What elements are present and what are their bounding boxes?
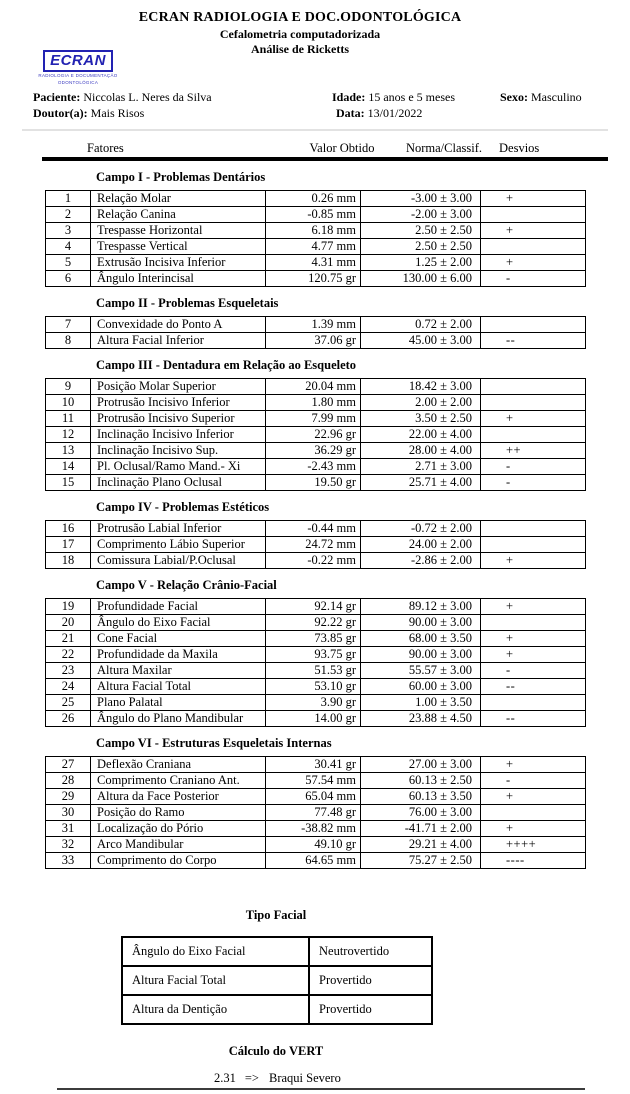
factor-valor-cell: 92.22 gr: [266, 615, 361, 631]
factor-num-cell: 30: [46, 805, 91, 821]
factor-valor-cell: 20.04 mm: [266, 379, 361, 395]
page-bottom-rule: [57, 1088, 585, 1090]
factor-fator-cell: Altura Facial Inferior: [91, 333, 266, 349]
factor-row: [46, 427, 586, 443]
factor-valor-cell: 19.50 gr: [266, 475, 361, 491]
factor-valor-cell: -0.85 mm: [266, 207, 361, 223]
factor-desvio-cell: [481, 537, 586, 553]
patient-name-field: [33, 90, 212, 105]
factor-row: [46, 711, 586, 727]
factor-norma-cell: 2.00 ± 2.00: [361, 395, 481, 411]
factor-desvio-cell: [481, 805, 586, 821]
vert-arrow: =>: [244, 1071, 259, 1085]
factor-norma-cell: 90.00 ± 3.00: [361, 615, 481, 631]
factor-fator-cell: Cone Facial: [91, 631, 266, 647]
factors-table: [45, 378, 586, 491]
factor-fator-cell: Relação Canina: [91, 207, 266, 223]
factor-valor-cell: -38.82 mm: [266, 821, 361, 837]
factor-num-cell: 14: [46, 459, 91, 475]
factors-table: [45, 598, 586, 727]
factor-row: [46, 271, 586, 287]
factor-num-cell: 33: [46, 853, 91, 869]
factor-row: [46, 789, 586, 805]
factor-num-cell: 2: [46, 207, 91, 223]
factor-norma-cell: 2.50 ± 2.50: [361, 223, 481, 239]
factor-num-cell: 17: [46, 537, 91, 553]
factor-fator-cell: Inclinação Incisivo Sup.: [91, 443, 266, 459]
factor-num-cell: 9: [46, 379, 91, 395]
factor-valor-cell: 37.06 gr: [266, 333, 361, 349]
factor-num-cell: 24: [46, 679, 91, 695]
factor-desvio-cell: -: [481, 663, 586, 679]
factor-desvio-cell: +: [481, 757, 586, 773]
factor-desvio-cell: [481, 207, 586, 223]
campo-heading: Campo V - Relação Crânio-Facial: [96, 578, 277, 592]
factor-fator-cell: Arco Mandibular: [91, 837, 266, 853]
factor-norma-cell: -41.71 ± 2.00: [361, 821, 481, 837]
factor-norma-cell: 55.57 ± 3.00: [361, 663, 481, 679]
factor-desvio-cell: +: [481, 647, 586, 663]
factor-fator-cell: Relação Molar: [91, 191, 266, 207]
factor-desvio-cell: +: [481, 255, 586, 271]
factor-desvio-cell: -: [481, 475, 586, 491]
factor-desvio-cell: --: [481, 333, 586, 349]
factor-row: [46, 537, 586, 553]
factor-valor-cell: 93.75 gr: [266, 647, 361, 663]
factor-row: [46, 255, 586, 271]
factor-norma-cell: 68.00 ± 3.50: [361, 631, 481, 647]
factors-table: [45, 756, 586, 869]
factor-num-cell: 26: [46, 711, 91, 727]
factor-valor-cell: 6.18 mm: [266, 223, 361, 239]
factor-row: [46, 599, 586, 615]
factor-row: [46, 695, 586, 711]
factor-row: [46, 837, 586, 853]
factor-valor-cell: 14.00 gr: [266, 711, 361, 727]
factor-norma-cell: 22.00 ± 4.00: [361, 427, 481, 443]
factor-row: [46, 663, 586, 679]
factor-norma-cell: -2.00 ± 3.00: [361, 207, 481, 223]
factor-desvio-cell: [481, 379, 586, 395]
factor-norma-cell: 60.00 ± 3.00: [361, 679, 481, 695]
factor-desvio-cell: -: [481, 459, 586, 475]
vert-classification: Braqui Severo: [268, 1071, 341, 1085]
factor-norma-cell: 3.50 ± 2.50: [361, 411, 481, 427]
factor-desvio-cell: +: [481, 223, 586, 239]
factor-norma-cell: 76.00 ± 3.00: [361, 805, 481, 821]
tipo-facial-row: [122, 937, 432, 966]
tipo-facial-table: [121, 936, 433, 1025]
column-header-norma: Norma/Classif.: [405, 141, 483, 155]
factor-row: [46, 395, 586, 411]
factor-fator-cell: Comprimento Craniano Ant.: [91, 773, 266, 789]
factor-norma-cell: 27.00 ± 3.00: [361, 757, 481, 773]
patient-age-field: [332, 90, 455, 105]
factor-row: [46, 773, 586, 789]
factor-desvio-cell: [481, 427, 586, 443]
campo-heading: Campo III - Dentadura em Relação ao Esqueleto: [96, 358, 357, 372]
clinic-logo-tagline: RADIOLOGIA E DOCUMENTAÇÃO: [38, 73, 118, 78]
factor-num-cell: 5: [46, 255, 91, 271]
factor-valor-cell: 24.72 mm: [266, 537, 361, 553]
patient-name-value: Niccolas L. Neres da Silva: [83, 90, 212, 104]
campo-heading: Campo II - Problemas Esqueletais: [96, 296, 279, 310]
factor-sections: [45, 161, 585, 869]
factor-desvio-cell: [481, 395, 586, 411]
factor-valor-cell: 30.41 gr: [266, 757, 361, 773]
vert-result: [214, 1071, 341, 1086]
factor-num-cell: 11: [46, 411, 91, 427]
factor-norma-cell: -3.00 ± 3.00: [361, 191, 481, 207]
factor-num-cell: 13: [46, 443, 91, 459]
factor-norma-cell: 18.42 ± 3.00: [361, 379, 481, 395]
factor-fator-cell: Posição do Ramo: [91, 805, 266, 821]
tipo-facial-row: [122, 966, 432, 995]
factor-row: [46, 553, 586, 569]
factor-row: [46, 223, 586, 239]
factor-norma-cell: 45.00 ± 3.00: [361, 333, 481, 349]
factor-fator-cell: Deflexão Craniana: [91, 757, 266, 773]
factor-num-cell: 19: [46, 599, 91, 615]
date-value: 13/01/2022: [367, 106, 423, 120]
factor-num-cell: 8: [46, 333, 91, 349]
factor-valor-cell: 49.10 gr: [266, 837, 361, 853]
factor-desvio-cell: +: [481, 411, 586, 427]
factor-valor-cell: 73.85 gr: [266, 631, 361, 647]
factor-row: [46, 757, 586, 773]
analysis-name: Análise de Ricketts: [251, 42, 349, 56]
doctor-value: Mais Risos: [90, 106, 145, 120]
factor-norma-cell: 2.50 ± 2.50: [361, 239, 481, 255]
doctor-field: [33, 106, 144, 121]
factor-valor-cell: -2.43 mm: [266, 459, 361, 475]
factor-fator-cell: Localização do Pório: [91, 821, 266, 837]
factor-valor-cell: 0.26 mm: [266, 191, 361, 207]
patient-sex-label: Sexo:: [500, 90, 528, 104]
factor-fator-cell: Comprimento do Corpo: [91, 853, 266, 869]
date-field: [336, 106, 422, 121]
factor-desvio-cell: ----: [481, 853, 586, 869]
factor-fator-cell: Altura Maxilar: [91, 663, 266, 679]
factors-table: [45, 190, 586, 287]
tipo-facial-label-cell: Ângulo do Eixo Facial: [122, 937, 309, 966]
factors-table: [45, 520, 586, 569]
factor-row: [46, 459, 586, 475]
factor-desvio-cell: +: [481, 631, 586, 647]
vert-value: 2.31: [214, 1071, 236, 1085]
factor-fator-cell: Altura Facial Total: [91, 679, 266, 695]
factor-fator-cell: Ângulo do Plano Mandibular: [91, 711, 266, 727]
factor-row: [46, 647, 586, 663]
factor-row: [46, 317, 586, 333]
factor-desvio-cell: [481, 615, 586, 631]
factor-num-cell: 20: [46, 615, 91, 631]
factor-fator-cell: Ângulo Interincisal: [91, 271, 266, 287]
factor-valor-cell: 65.04 mm: [266, 789, 361, 805]
tipo-facial-value-cell: Provertido: [309, 995, 432, 1024]
report-title: ECRAN RADIOLOGIA E DOC.ODONTOLÓGICA: [138, 10, 462, 25]
factor-num-cell: 3: [46, 223, 91, 239]
factor-fator-cell: Inclinação Plano Oclusal: [91, 475, 266, 491]
factor-row: [46, 379, 586, 395]
factor-row: [46, 411, 586, 427]
factor-row: [46, 239, 586, 255]
factor-num-cell: 22: [46, 647, 91, 663]
factor-fator-cell: Profundidade da Maxila: [91, 647, 266, 663]
factor-valor-cell: 36.29 gr: [266, 443, 361, 459]
factor-num-cell: 7: [46, 317, 91, 333]
factor-fator-cell: Convexidade do Ponto A: [91, 317, 266, 333]
factor-desvio-cell: ++: [481, 443, 586, 459]
factor-norma-cell: 1.25 ± 2.00: [361, 255, 481, 271]
factor-norma-cell: 24.00 ± 2.00: [361, 537, 481, 553]
factor-desvio-cell: --: [481, 679, 586, 695]
factor-fator-cell: Pl. Oclusal/Ramo Mand.- Xi: [91, 459, 266, 475]
factor-fator-cell: Inclinação Incisivo Inferior: [91, 427, 266, 443]
factor-norma-cell: 28.00 ± 4.00: [361, 443, 481, 459]
header-separator-rule: [22, 129, 608, 131]
factor-valor-cell: 57.54 mm: [266, 773, 361, 789]
factor-fator-cell: Altura da Face Posterior: [91, 789, 266, 805]
factor-valor-cell: 7.99 mm: [266, 411, 361, 427]
factor-num-cell: 21: [46, 631, 91, 647]
patient-name-label: Paciente:: [33, 90, 81, 104]
factor-num-cell: 29: [46, 789, 91, 805]
factor-norma-cell: 29.21 ± 4.00: [361, 837, 481, 853]
factor-valor-cell: 92.14 gr: [266, 599, 361, 615]
factor-desvio-cell: +: [481, 553, 586, 569]
factor-norma-cell: 90.00 ± 3.00: [361, 647, 481, 663]
factor-row: [46, 443, 586, 459]
factor-row: [46, 475, 586, 491]
factor-num-cell: 1: [46, 191, 91, 207]
factor-num-cell: 23: [46, 663, 91, 679]
factor-fator-cell: Comprimento Lábio Superior: [91, 537, 266, 553]
tipo-facial-value-cell: Neutrovertido: [309, 937, 432, 966]
factor-valor-cell: 51.53 gr: [266, 663, 361, 679]
factor-num-cell: 16: [46, 521, 91, 537]
factor-valor-cell: 120.75 gr: [266, 271, 361, 287]
factor-valor-cell: 22.96 gr: [266, 427, 361, 443]
factor-desvio-cell: [481, 317, 586, 333]
factor-desvio-cell: +: [481, 821, 586, 837]
vert-title: Cálculo do VERT: [228, 1044, 324, 1058]
factor-fator-cell: Protrusão Incisivo Inferior: [91, 395, 266, 411]
factor-num-cell: 18: [46, 553, 91, 569]
factor-norma-cell: 60.13 ± 2.50: [361, 773, 481, 789]
factor-desvio-cell: [481, 695, 586, 711]
factor-valor-cell: 1.39 mm: [266, 317, 361, 333]
factor-norma-cell: 130.00 ± 6.00: [361, 271, 481, 287]
factor-row: [46, 805, 586, 821]
factor-desvio-cell: --: [481, 711, 586, 727]
factor-row: [46, 853, 586, 869]
factor-num-cell: 25: [46, 695, 91, 711]
factor-norma-cell: 1.00 ± 3.50: [361, 695, 481, 711]
column-header-desvios: Desvios: [499, 141, 540, 155]
factor-valor-cell: 3.90 gr: [266, 695, 361, 711]
factor-fator-cell: Posição Molar Superior: [91, 379, 266, 395]
factor-valor-cell: -0.44 mm: [266, 521, 361, 537]
factor-norma-cell: 0.72 ± 2.00: [361, 317, 481, 333]
factor-row: [46, 821, 586, 837]
clinic-logo-tagline: ODONTOLÓGICA: [57, 79, 99, 85]
date-label: Data:: [336, 106, 365, 120]
factor-row: [46, 521, 586, 537]
factor-valor-cell: 64.65 mm: [266, 853, 361, 869]
factor-fator-cell: Protrusão Incisivo Superior: [91, 411, 266, 427]
factor-desvio-cell: [481, 521, 586, 537]
factor-desvio-cell: [481, 239, 586, 255]
factor-desvio-cell: +: [481, 789, 586, 805]
factor-norma-cell: -0.72 ± 2.00: [361, 521, 481, 537]
factor-fator-cell: Comissura Labial/P.Oclusal: [91, 553, 266, 569]
factor-valor-cell: 4.31 mm: [266, 255, 361, 271]
factor-desvio-cell: ++++: [481, 837, 586, 853]
factor-desvio-cell: -: [481, 773, 586, 789]
factor-row: [46, 615, 586, 631]
tipo-facial-title: Tipo Facial: [245, 908, 307, 922]
patient-age-value: 15 anos e 5 meses: [368, 90, 455, 104]
factors-table: [45, 316, 586, 349]
factor-valor-cell: 77.48 gr: [266, 805, 361, 821]
campo-heading: Campo I - Problemas Dentários: [96, 170, 266, 184]
report-subtitle: Cefalometria computadorizada: [219, 27, 381, 41]
factor-valor-cell: 1.80 mm: [266, 395, 361, 411]
factor-valor-cell: -0.22 mm: [266, 553, 361, 569]
factor-fator-cell: Profundidade Facial: [91, 599, 266, 615]
factor-norma-cell: 2.71 ± 3.00: [361, 459, 481, 475]
factor-num-cell: 4: [46, 239, 91, 255]
factor-fator-cell: Protrusão Labial Inferior: [91, 521, 266, 537]
patient-age-label: Idade:: [332, 90, 366, 104]
factor-fator-cell: Extrusão Incisiva Inferior: [91, 255, 266, 271]
factor-num-cell: 32: [46, 837, 91, 853]
factor-valor-cell: 53.10 gr: [266, 679, 361, 695]
factor-norma-cell: 60.13 ± 3.50: [361, 789, 481, 805]
factor-num-cell: 28: [46, 773, 91, 789]
tipo-facial-row: [122, 995, 432, 1024]
doctor-label: Doutor(a):: [33, 106, 88, 120]
factor-row: [46, 207, 586, 223]
factor-fator-cell: Ângulo do Eixo Facial: [91, 615, 266, 631]
tipo-facial-label-cell: Altura Facial Total: [122, 966, 309, 995]
factor-norma-cell: 25.71 ± 4.00: [361, 475, 481, 491]
factor-desvio-cell: -: [481, 271, 586, 287]
column-header-fatores: Fatores: [87, 141, 124, 155]
factor-num-cell: 15: [46, 475, 91, 491]
factor-norma-cell: -2.86 ± 2.00: [361, 553, 481, 569]
patient-sex-value: Masculino: [531, 90, 582, 104]
factor-num-cell: 31: [46, 821, 91, 837]
factor-num-cell: 12: [46, 427, 91, 443]
factor-fator-cell: Plano Palatal: [91, 695, 266, 711]
factor-fator-cell: Trespasse Horizontal: [91, 223, 266, 239]
tipo-facial-value-cell: Provertido: [309, 966, 432, 995]
factor-num-cell: 27: [46, 757, 91, 773]
factor-desvio-cell: +: [481, 599, 586, 615]
factor-norma-cell: 23.88 ± 4.50: [361, 711, 481, 727]
tipo-facial-label-cell: Altura da Dentição: [122, 995, 309, 1024]
campo-heading: Campo VI - Estruturas Esqueletais Internas: [96, 736, 332, 750]
factor-norma-cell: 89.12 ± 3.00: [361, 599, 481, 615]
factor-row: [46, 631, 586, 647]
clinic-logo-text: ECRAN: [43, 50, 113, 72]
factor-row: [46, 333, 586, 349]
factor-norma-cell: 75.27 ± 2.50: [361, 853, 481, 869]
factor-fator-cell: Trespasse Vertical: [91, 239, 266, 255]
patient-sex-field: [500, 90, 582, 105]
factor-desvio-cell: +: [481, 191, 586, 207]
campo-heading: Campo IV - Problemas Estéticos: [96, 500, 270, 514]
factor-row: [46, 191, 586, 207]
factor-valor-cell: 4.77 mm: [266, 239, 361, 255]
factor-num-cell: 10: [46, 395, 91, 411]
factor-num-cell: 6: [46, 271, 91, 287]
factor-row: [46, 679, 586, 695]
column-header-valor: Valor Obtido: [309, 141, 375, 155]
